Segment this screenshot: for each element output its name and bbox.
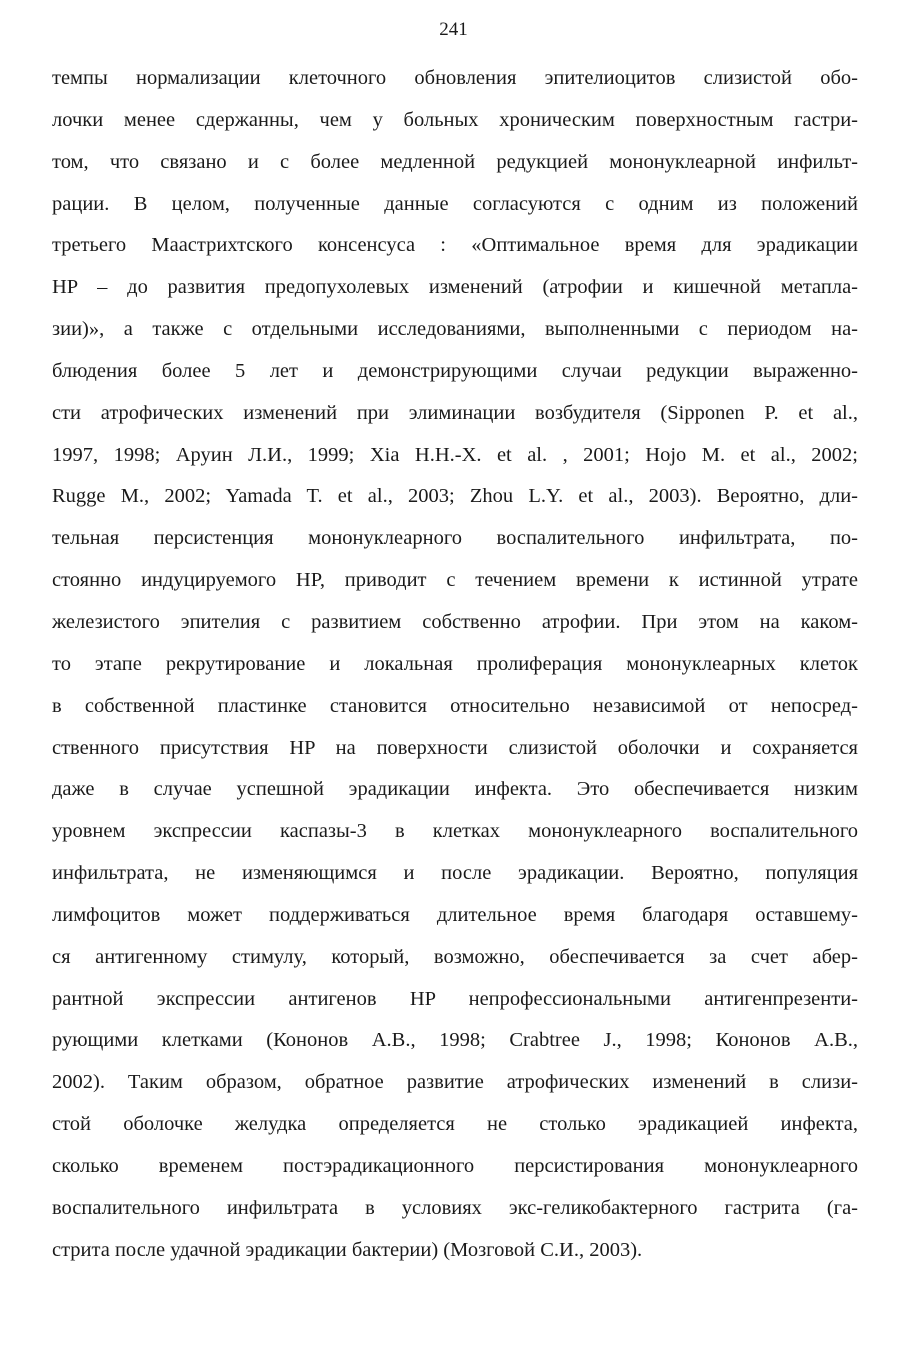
text-line: HP – до развития предопухолевых изменений (атрофии и кишечной метапла-: [52, 276, 858, 299]
text-line: воспалительного инфильтрата в условиях экс-геликобактерного гастрита (га-: [52, 1196, 858, 1219]
text-line: темпы нормализации клеточного обновления эпителиоцитов слизистой обо-: [52, 67, 858, 89]
text-line: ся антигенному стимулу, который, возможно, обеспечивается за счет абер-: [52, 945, 858, 968]
text-line: рантной экспрессии антигенов HP непрофессиональными антигенпрезенти-: [52, 987, 858, 1010]
body-paragraph: [52, 58, 858, 1271]
text-line: рации. В целом, полученные данные согласуются с одним из положений: [52, 192, 858, 215]
text-line: в собственной пластинке становится относительно независимой от непосред-: [52, 694, 858, 717]
text-line: ственного присутствия HP на поверхности слизистой оболочки и сохраняется: [52, 736, 858, 759]
text-line: 1997, 1998; Аруин Л.И., 1999; Xia H.H.-X. et al. , 2001; Hojo M. et al., 2002;: [52, 443, 858, 466]
text-line: 2002). Таким образом, обратное развитие атрофических изменений в слизи-: [52, 1071, 858, 1094]
text-line: даже в случае успешной эрадикации инфекта. Это обеспечивается низким: [52, 778, 858, 801]
text-line: инфильтрата, не изменяющимся и после эрадикации. Вероятно, популяция: [52, 862, 858, 885]
text-line-last: стрита после удачной эрадикации бактерии) (Мозговой С.И., 2003).: [52, 1238, 643, 1261]
text-line: тельная персистенция мононуклеарного воспалительного инфильтрата, по-: [52, 527, 858, 550]
text-line: стой оболочке желудка определяется не столько эрадикацией инфекта,: [52, 1113, 858, 1136]
text-line: рующими клетками (Кононов А.В., 1998; Crabtree J., 1998; Кононов А.В.,: [52, 1029, 858, 1052]
text-line: стоянно индуцируемого HP, приводит с течением времени к истинной утрате: [52, 569, 858, 592]
text-line: уровнем экспрессии каспазы-3 в клетках мононуклеарного воспалительного: [52, 820, 858, 843]
text-line: сти атрофических изменений при элиминации возбудителя (Sipponen P. et al.,: [52, 401, 858, 424]
text-line: Rugge M., 2002; Yamada T. et al., 2003; Zhou L.Y. et al., 2003). Вероятно, дли-: [52, 485, 858, 508]
text-line: блюдения более 5 лет и демонстрирующими случаи редукции выраженно-: [52, 359, 858, 382]
page-number: 241: [439, 19, 468, 40]
text-line: лимфоцитов может поддерживаться длительное время благодаря оставшему-: [52, 903, 858, 926]
text-line: зии)», а также с отдельными исследованиями, выполненными с периодом на-: [52, 318, 858, 341]
text-line: том, что связано и с более медленной редукцией мононуклеарной инфильт-: [52, 150, 858, 173]
text-line: то этапе рекрутирование и локальная пролиферация мононуклеарных клеток: [52, 652, 858, 675]
text-line: третьего Маастрихтского консенсуса : «Оптимальное время для эрадикации: [52, 234, 858, 257]
text-line: сколько временем постэрадикационного персистирования мононуклеарного: [52, 1154, 858, 1177]
text-line: лочки менее сдержанны, чем у больных хроническим поверхностным гастри-: [52, 108, 858, 131]
text-line: железистого эпителия с развитием собственно атрофии. При этом на каком-: [52, 610, 858, 633]
